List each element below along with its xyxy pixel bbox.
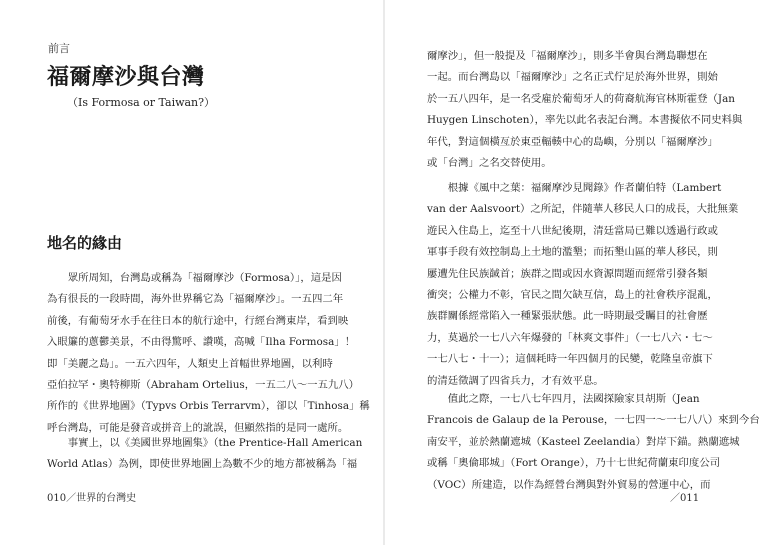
text-line: 族群關係經常陷入一種緊張狀態。此一時期最受矚目的社會歷 xyxy=(427,310,708,323)
text-line: 呼台灣島，可能是發音或拼音上的訛誤，但顯然指的是同一處所。 xyxy=(47,421,349,434)
section-heading: 地名的緣由 xyxy=(47,234,123,252)
text-line: 為有很長的一段時間，海外世界稱它為「福爾摩沙」。一五四二年 xyxy=(47,293,344,306)
text-line: 事實上，以《美國世界地圖集》（the Prentice-Hall American xyxy=(67,437,363,449)
left-paragraph-2-lines xyxy=(47,433,363,476)
text-line: 一七八七・十一）；這個耗時一年四個月的民變，乾隆皇帝旗下 xyxy=(427,353,713,366)
text-line: 或「台灣」之名交替使用。 xyxy=(427,157,552,170)
text-line: 所作的《世界地圖》（Typvs Orbis Terrarvm），卻以「Tinhosa」稱 xyxy=(47,400,370,413)
text-line: 爾摩沙」，但一般提及「福爾摩沙」，則多半會與台灣島聯想在 xyxy=(427,50,708,62)
text-line: 年代，對這個橫亙於東亞輻輳中心的島嶼，分別以「福爾摩沙」 xyxy=(427,135,718,148)
text-line: （VOC）所建造，以作為經營台灣與對外貿易的營運中心，而 xyxy=(427,478,711,491)
text-line: 於一五八四年，是一名受雇於葡萄牙人的荷裔航海官林斯霍登（Jan xyxy=(427,92,735,105)
text-line: 衝突；公權力不彰，官民之間欠缺互信，島上的社會秩序混亂， xyxy=(427,289,718,302)
text-line: 前後，有葡萄牙水手在往日本的航行途中，行經台灣東岸，看到映 xyxy=(47,314,349,327)
text-line: 南安平，並於熱蘭遮城（Kasteel Zeelandia）對岸下錨。熱蘭遮城 xyxy=(427,435,740,448)
text-line: 的清廷徵調了四省兵力，才有效平息。 xyxy=(427,374,604,387)
text-line: World Atlas）為例，即使世界地圖上為數不少的地方都被稱為「福 xyxy=(47,458,358,471)
text-line: 入眼簾的蔥鬱美景，不由得驚呼、讚嘆，高喊「Ilha Formosa」！ xyxy=(47,336,356,349)
right-paragraph-1-lines xyxy=(427,46,743,174)
left-paragraph-1 xyxy=(47,268,370,439)
text-line: 屢遭先住民族馘首；族群之間或因水資源問題而經常引發各類 xyxy=(427,267,708,280)
section-label: 前言 xyxy=(48,42,70,55)
text-line: 一起。而台灣島以「福爾摩沙」之名正式佇足於海外世界，則始 xyxy=(427,71,718,84)
left-page-footer: 010／世界的台灣史 xyxy=(47,493,137,504)
text-line: 亞伯拉罕・奧特柳斯（Abraham Ortelius，一五二八～一五九八） xyxy=(47,379,360,392)
text-line: 遊民入住島上，迄至十八世紀後期，清廷當局已難以透過行政或 xyxy=(427,224,718,237)
text-line: 值此之際，一七八七年四月，法國探險家貝胡斯（Jean xyxy=(447,393,700,405)
right-paragraph-2-lines xyxy=(427,178,739,392)
text-line: 力，莫過於一七八六年爆發的「林爽文事件」（一七八六・七～ xyxy=(427,331,713,344)
text-line: 根據《風中之葉：福爾摩沙見聞錄》作者蘭伯特（Lambert xyxy=(447,182,722,194)
text-line: van der Aalsvoort）之所記，伴隨華人移民人口的成長，大批無業 xyxy=(427,203,739,216)
left-paragraph-1-lines xyxy=(47,268,370,439)
chapter-title: 福爾摩沙與台灣 xyxy=(47,64,205,90)
right-paragraph-1 xyxy=(427,46,743,174)
text-line: Huygen Linschoten），率先以此名表記台灣。本書擬依不同史料與 xyxy=(427,114,743,127)
chapter-subtitle: （Is Formosa or Taiwan?） xyxy=(67,96,216,109)
text-line: 眾所周知，台灣島或稱為「福爾摩沙（Formosa）」，這是因 xyxy=(67,272,342,284)
right-page xyxy=(384,0,768,545)
text-line: 軍事手段有效控制島上土地的濫墾；而拓墾山區的華人移民，則 xyxy=(427,246,718,259)
left-paragraph-2 xyxy=(47,433,363,476)
text-line: 或稱「奧倫耶城」（Fort Orange），乃十七世紀荷蘭東印度公司 xyxy=(427,457,721,470)
right-paragraph-3 xyxy=(427,389,760,496)
text-line: 即「美麗之島」。一五六四年，人類史上首幅世界地圖，以利時 xyxy=(47,357,333,370)
right-paragraph-2 xyxy=(427,178,739,392)
right-page-footer: ／011 xyxy=(670,493,700,504)
right-paragraph-3-lines xyxy=(427,389,760,496)
text-line: Francois de Galaup de la Perouse，一七四一～一七八八）來到今台 xyxy=(427,414,760,427)
